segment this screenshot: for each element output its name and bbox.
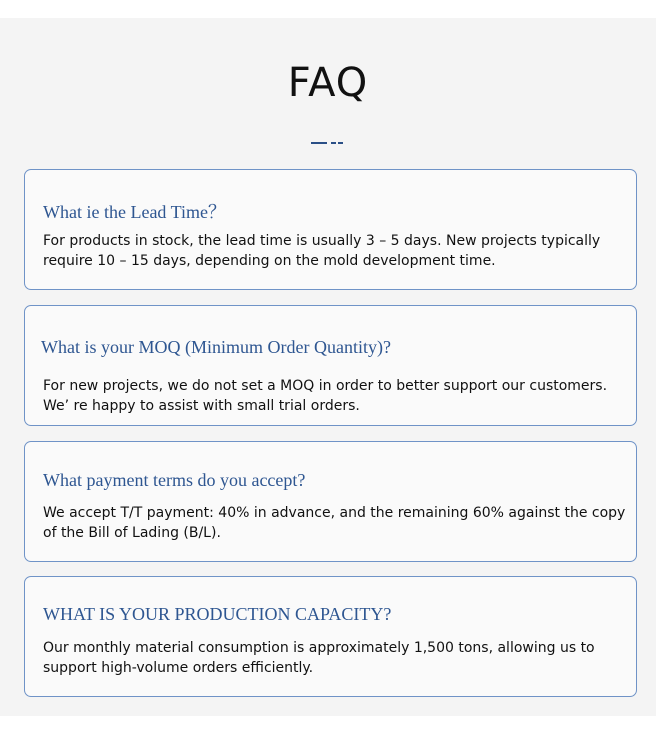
- faq-question: What ie the Lead Time？: [43, 202, 226, 222]
- faq-answer: For new projects, we do not set a MOQ in order to better support our customers. We’ re happy to assist with small trial orders.: [43, 378, 608, 414]
- faq-card-production-capacity: [24, 576, 637, 697]
- faq-answer: Our monthly material consumption is approximately 1,500 tons, allowing us to support high-volume orders efficiently.: [43, 640, 595, 676]
- page-title: FAQ: [287, 60, 369, 106]
- faq-question: What is your MOQ (Minimum Order Quantity)?: [41, 337, 391, 357]
- faq-answer: For products in stock, the lead time is usually 3 – 5 days. New projects typically require 10 – 15 days, depending on the mold development time.: [43, 233, 601, 269]
- title-divider: [311, 142, 343, 144]
- divider-segment: [331, 142, 336, 144]
- divider-segment: [338, 142, 343, 144]
- faq-question: What payment terms do you accept?: [43, 470, 306, 490]
- faq-question: WHAT IS YOUR PRODUCTION CAPACITY?: [43, 604, 392, 624]
- faq-card-payment-terms: [24, 441, 637, 562]
- faq-card-lead-time: [24, 169, 637, 290]
- faq-card-moq: [24, 305, 637, 426]
- divider-segment: [311, 142, 327, 144]
- faq-answer: We accept T/T payment: 40% in advance, and the remaining 60% against the copy of the Bill of Lading (B/L).: [43, 505, 626, 541]
